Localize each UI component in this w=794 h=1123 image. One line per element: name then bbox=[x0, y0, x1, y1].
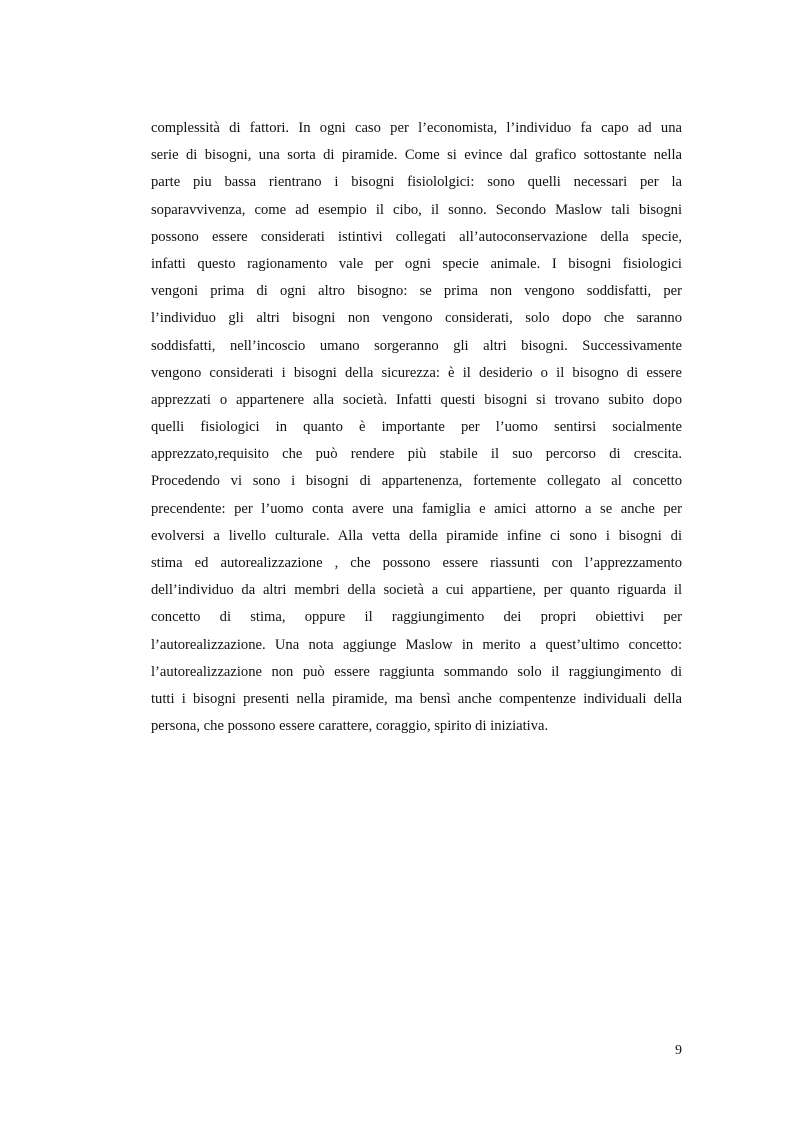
text-line: Procedendo vi sono i bisogni di appartenenza, fortemente collegato al concetto bbox=[151, 473, 682, 490]
text-line: l’individuo gli altri bisogni non vengono considerati, solo dopo che saranno bbox=[151, 310, 682, 327]
body-paragraph bbox=[151, 115, 682, 740]
text-line: persona, che possono essere carattere, coraggio, spirito di iniziativa. bbox=[151, 718, 549, 735]
text-line: possono essere considerati istintivi collegati all’autoconservazione della specie, bbox=[151, 228, 682, 245]
text-line: vengoni prima di ogni altro bisogno: se prima non vengono soddisfatti, per bbox=[151, 283, 682, 300]
page-number: 9 bbox=[675, 1043, 682, 1058]
text-line: apprezzato,requisito che può rendere più stabile il suo percorso di crescita. bbox=[151, 446, 682, 463]
text-line: apprezzati o appartenere alla società. Infatti questi bisogni si trovano subito dopo bbox=[151, 391, 682, 408]
text-line: complessità di fattori. In ogni caso per l’economista, l’individuo fa capo ad una bbox=[151, 120, 682, 136]
text-line: concetto di stima, oppure il raggiungimento dei propri obiettivi per bbox=[151, 609, 682, 626]
text-line: quelli fisiologici in quanto è importante per l’uomo sentirsi socialmente bbox=[151, 419, 682, 436]
text-line: evolversi a livello culturale. Alla vetta della piramide infine ci sono i bisogni di bbox=[151, 527, 682, 544]
text-line: soparavvivenza, come ad esempio il cibo, il sonno. Secondo Maslow tali bisogni bbox=[151, 201, 682, 218]
text-line: dell’individuo da altri membri della società a cui appartiene, per quanto riguarda il bbox=[151, 582, 682, 599]
text-line: serie di bisogni, una sorta di piramide. Come si evince dal grafico sottostante nella bbox=[151, 147, 682, 164]
text-line: vengono considerati i bisogni della sicurezza: è il desiderio o il bisogno di essere bbox=[151, 364, 682, 381]
text-line: soddisfatti, nell’incoscio umano sorgeranno gli altri bisogni. Successivamente bbox=[151, 337, 682, 354]
text-line: parte piu bassa rientrano i bisogni fisiololgici: sono quelli necessari per la bbox=[151, 174, 682, 191]
text-line: tutti i bisogni presenti nella piramide, ma bensì anche compentenze individuali della bbox=[151, 690, 682, 707]
text-line: l’autorealizzazione. Una nota aggiunge Maslow in merito a quest’ultimo concetto: bbox=[151, 636, 682, 653]
text-line: l’autorealizzazione non può essere raggiunta sommando solo il raggiungimento di bbox=[151, 663, 682, 680]
text-line: precendente: per l’uomo conta avere una famiglia e amici attorno a se anche per bbox=[151, 500, 682, 517]
text-line: infatti questo ragionamento vale per ogni specie animale. I bisogni fisiologici bbox=[151, 255, 682, 272]
text-line: stima ed autorealizzazione , che possono essere riassunti con l’apprezzamento bbox=[151, 555, 682, 571]
